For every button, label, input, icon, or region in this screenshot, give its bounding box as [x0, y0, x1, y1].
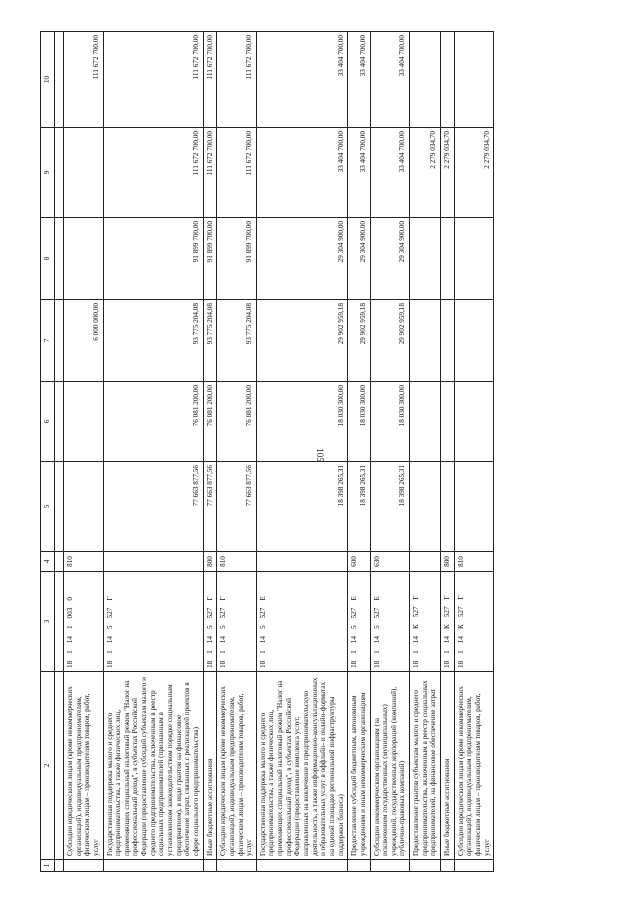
header-cell: 1 — [41, 860, 55, 872]
amount-cell-v6: 18 030 300,00 — [256, 382, 347, 462]
description-cell: Государственная поддержка малого и среднего предпринимательства, а также физических лиц, применяющих специальный налоговый режим "Налог на профессиональный доход", в субъектах Российской Федерации (предоставление комплекса услуг, направленных на вовлечение в предпринимательскую деятельность, а также информационно-консультационных и образовательных услуг в оффлайн- и онлайн-форматах на единой площадке региональной инфраструктуры поддержки бизнеса) — [256, 672, 347, 860]
budget-code-cell — [64, 572, 104, 672]
expense-type-cell: 630 — [370, 552, 410, 572]
description-cell: Субсидии юридическим лицам (кроме некоммерческих организаций), индивидуальным предпринимателям, физическим лицам – производителям товаров, работ, услуг — [217, 672, 257, 860]
description-cell: Субсидии юридическим лицам (кроме некоммерческих организаций), индивидуальным предпринимателям, физическим лицам – производителям товаров, работ, услуг — [454, 672, 494, 860]
budget-code-part: 1 — [258, 650, 267, 654]
table-row — [256, 32, 347, 872]
amount-cell-v8: 29 304 900,00 — [348, 218, 370, 300]
amount-cell-v9: 2 279 034,70 — [440, 128, 454, 218]
budget-code-cell — [203, 572, 217, 672]
budget-code-part: 18 — [442, 660, 451, 668]
amount-cell-v5: 18 398 265,31 — [348, 462, 370, 552]
budget-code-part: 1 — [456, 650, 465, 654]
description-cell: Государственная поддержка малого и среднего предпринимательства, а также физических лиц, применяющих специальный налоговый режим "Налог на профессиональный доход", в субъектах Российской Федерации (предоставление субсидий субъектам малого и среднего предпринимательства, включенным в реестр социальных предпринимателей (признанным в установленном законодательством порядке социальным предприятием), в виде грантов на финансовое обеспечение затрат, связанных с реализацией проектов в сфере социального предпринимательства) — [103, 672, 203, 860]
budget-code-part: Г — [105, 596, 114, 601]
spacer-cell — [55, 552, 64, 572]
row-index-cell — [256, 860, 347, 872]
spacer-cell — [55, 128, 64, 218]
table-row — [370, 32, 410, 872]
budget-code-part: 18 — [105, 660, 114, 668]
row-index-cell — [217, 860, 257, 872]
amount-cell-v9: 111 672 700,00 — [103, 128, 203, 218]
amount-cell-v10: 111 672 700,00 — [64, 32, 104, 128]
budget-code-part: 14 — [205, 636, 214, 644]
amount-cell-v6 — [440, 382, 454, 462]
description-cell: Предоставление грантов субъектам малого и среднего предпринимательства, включенным в реестр социальных предпринимателей, на финансовое обеспечение затрат — [410, 672, 441, 860]
budget-code-part: 527 — [205, 607, 214, 619]
amount-cell-v7 — [440, 300, 454, 382]
table-row — [454, 32, 494, 872]
header-cell: 9 — [41, 128, 55, 218]
budget-code-part: 18 — [66, 660, 74, 668]
amount-cell-v5: 77 663 877,56 — [203, 462, 217, 552]
budget-code-part: Е — [372, 596, 381, 601]
amount-cell-v5: 18 398 265,31 — [256, 462, 347, 552]
budget-table-body — [41, 32, 494, 872]
budget-code-part: 1 — [105, 650, 114, 654]
amount-cell-v10: 111 672 700,00 — [203, 32, 217, 128]
budget-code-cell — [370, 572, 410, 672]
budget-code-part: 1 — [412, 650, 421, 654]
budget-code-part: Г — [456, 595, 465, 600]
amount-cell-v10 — [410, 32, 441, 128]
budget-table — [40, 31, 494, 872]
amount-cell-v8: 91 899 700,00 — [103, 218, 203, 300]
budget-code-part: 14 — [412, 636, 421, 644]
budget-code-cell — [410, 572, 441, 672]
budget-code-part: 527 — [412, 606, 421, 618]
amount-cell-v5 — [440, 462, 454, 552]
row-index-cell — [103, 860, 203, 872]
amount-cell-v8 — [64, 218, 104, 300]
budget-code-part: Е — [258, 596, 267, 601]
budget-code-part: 527 — [442, 606, 451, 618]
amount-cell-v7: 93 775 204,08 — [217, 300, 257, 382]
budget-code-part: 18 — [219, 660, 228, 668]
budget-code-part: К — [456, 624, 465, 630]
amount-cell-v9: 33 404 700,00 — [370, 128, 410, 218]
budget-code-part: 5 — [219, 625, 228, 630]
budget-code-part: 1 — [372, 650, 381, 654]
description-cell: Иные бюджетные ассигнования — [440, 672, 454, 860]
amount-cell-v9: 33 404 700,00 — [256, 128, 347, 218]
amount-cell-v8: 29 304 900,00 — [370, 218, 410, 300]
row-index-cell — [440, 860, 454, 872]
amount-cell-v6: 18 030 300,00 — [348, 382, 370, 462]
row-index-cell — [64, 860, 104, 872]
budget-code-part: Г — [205, 596, 214, 601]
budget-code-part: 5 — [205, 625, 214, 630]
amount-cell-v5 — [410, 462, 441, 552]
table-row — [64, 32, 104, 872]
amount-cell-v8: 91 899 700,00 — [203, 218, 217, 300]
budget-code-part: 1 — [205, 650, 214, 654]
spacer-cell — [55, 382, 64, 462]
amount-cell-v9: 2 279 034,70 — [410, 128, 441, 218]
amount-cell-v7: 93 775 204,08 — [103, 300, 203, 382]
expense-type-cell: 800 — [203, 552, 217, 572]
budget-code-part: 18 — [258, 660, 267, 668]
amount-cell-v10 — [440, 32, 454, 128]
spacer-cell — [55, 32, 64, 128]
table-row — [348, 32, 370, 872]
budget-code-part: 5 — [105, 625, 114, 630]
budget-code-part: 18 — [350, 660, 359, 668]
row-index-cell — [410, 860, 441, 872]
amount-cell-v6 — [64, 382, 104, 462]
amount-cell-v7: 29 902 959,18 — [348, 300, 370, 382]
amount-cell-v8: 29 304 900,00 — [256, 218, 347, 300]
budget-code-part: 1 — [442, 650, 451, 654]
budget-code-part: 527 — [350, 607, 359, 619]
expense-type-cell — [103, 552, 203, 572]
budget-code-part: 1 — [66, 650, 74, 654]
description-cell: Иные бюджетные ассигнования — [203, 672, 217, 860]
header-cell: 8 — [41, 218, 55, 300]
budget-code-cell — [348, 572, 370, 672]
budget-code-part: 527 — [258, 607, 267, 619]
amount-cell-v7: 93 775 204,08 — [203, 300, 217, 382]
budget-code-part: Е — [350, 596, 359, 601]
budget-code-part: 14 — [456, 636, 465, 644]
amount-cell-v7: 6 000 000,00 — [64, 300, 104, 382]
table-row — [410, 32, 441, 872]
amount-cell-v6 — [454, 382, 494, 462]
budget-code-part: 18 — [205, 660, 214, 668]
amount-cell-v10: 33 404 700,00 — [348, 32, 370, 128]
amount-cell-v7 — [410, 300, 441, 382]
budget-code-part: 14 — [105, 636, 114, 644]
spacer-cell — [55, 218, 64, 300]
table-row — [203, 32, 217, 872]
amount-cell-v9: 111 672 700,00 — [203, 128, 217, 218]
amount-cell-v9 — [64, 128, 104, 218]
budget-code-part: 5 — [372, 625, 381, 630]
spacer-cell — [55, 462, 64, 552]
amount-cell-v5: 18 398 265,31 — [370, 462, 410, 552]
budget-code-part: К — [412, 624, 421, 630]
budget-code-part: 1 — [66, 625, 74, 630]
header-cell: 10 — [41, 32, 55, 128]
expense-type-cell: 810 — [217, 552, 257, 572]
amount-cell-v9: 2 279 034,70 — [454, 128, 494, 218]
amount-cell-v5: 77 663 877,56 — [103, 462, 203, 552]
budget-code-part: 14 — [372, 636, 381, 644]
budget-code-part: 1 — [219, 650, 228, 654]
amount-cell-v9: 111 672 700,00 — [217, 128, 257, 218]
expense-type-cell: 810 — [454, 552, 494, 572]
amount-cell-v5 — [64, 462, 104, 552]
amount-cell-v6: 76 081 200,00 — [203, 382, 217, 462]
amount-cell-v8 — [410, 218, 441, 300]
budget-code-part: Г — [412, 595, 421, 600]
row-index-cell — [370, 860, 410, 872]
budget-code-part: 18 — [372, 660, 381, 668]
amount-cell-v10 — [454, 32, 494, 128]
description-cell: Субсидии некоммерческим организациям (за исключением государственных (муниципальных) учреждений, государственных корпораций (компаний), публично-правовых компаний) — [370, 672, 410, 860]
budget-code-part: 1 — [350, 650, 359, 654]
budget-code-cell — [217, 572, 257, 672]
amount-cell-v7: 29 902 959,18 — [370, 300, 410, 382]
budget-code-part: 5 — [350, 625, 359, 630]
amount-cell-v8 — [454, 218, 494, 300]
expense-type-cell — [410, 552, 441, 572]
spacer-cell — [55, 300, 64, 382]
table-row — [103, 32, 203, 872]
budget-code-cell — [454, 572, 494, 672]
amount-cell-v10: 33 404 700,00 — [256, 32, 347, 128]
table-row — [217, 32, 257, 872]
description-cell: Предоставление субсидий бюджетным, автономным учреждениям и иным некоммерческим организациям — [348, 672, 370, 860]
amount-cell-v7: 29 902 959,18 — [256, 300, 347, 382]
amount-cell-v6: 18 030 300,00 — [370, 382, 410, 462]
amount-cell-v10: 111 672 700,00 — [217, 32, 257, 128]
amount-cell-v5 — [454, 462, 494, 552]
budget-code-part: 5 — [258, 625, 267, 630]
spacer-cell — [55, 672, 64, 860]
header-cell: 7 — [41, 300, 55, 382]
budget-code-part: 14 — [66, 636, 74, 644]
budget-code-part: 527 — [105, 607, 114, 619]
budget-code-part: 18 — [412, 660, 421, 668]
row-index-cell — [203, 860, 217, 872]
budget-code-part: Г — [442, 595, 451, 600]
budget-code-cell — [440, 572, 454, 672]
budget-code-part: Г — [219, 596, 228, 601]
amount-cell-v9: 33 404 700,00 — [348, 128, 370, 218]
amount-cell-v10: 111 672 700,00 — [103, 32, 203, 128]
header-row — [41, 32, 55, 872]
row-index-cell — [454, 860, 494, 872]
amount-cell-v6 — [410, 382, 441, 462]
amount-cell-v8: 91 899 700,00 — [217, 218, 257, 300]
header-cell: 5 — [41, 462, 55, 552]
amount-cell-v10: 33 404 700,00 — [370, 32, 410, 128]
amount-cell-v5: 77 663 877,56 — [217, 462, 257, 552]
spacer-cell — [55, 860, 64, 872]
description-cell: Субсидии юридическим лицам (кроме некоммерческих организаций), индивидуальным предпринимателям, физическим лицам – производителям товаров, работ, услуг — [64, 672, 104, 860]
expense-type-cell — [256, 552, 347, 572]
header-cell: 2 — [41, 672, 55, 860]
budget-code-part: 003 — [66, 607, 74, 619]
budget-code-cell — [256, 572, 347, 672]
budget-code-part: 527 — [456, 606, 465, 618]
expense-type-cell: 600 — [348, 552, 370, 572]
expense-type-cell: 800 — [440, 552, 454, 572]
amount-cell-v6: 76 081 200,00 — [103, 382, 203, 462]
header-cell: 3 — [41, 572, 55, 672]
amount-cell-v7 — [454, 300, 494, 382]
budget-code-part: 14 — [219, 636, 228, 644]
budget-code-cell — [103, 572, 203, 672]
table-row — [440, 32, 454, 872]
header-cell: 6 — [41, 382, 55, 462]
budget-code-part: 527 — [219, 607, 228, 619]
spacer-cell — [55, 572, 64, 672]
amount-cell-v6: 76 081 200,00 — [217, 382, 257, 462]
budget-code-part: 18 — [456, 660, 465, 668]
expense-type-cell: 810 — [64, 552, 104, 572]
budget-code-part: 0 — [66, 597, 74, 601]
budget-code-part: 14 — [442, 636, 451, 644]
budget-code-part: 14 — [350, 636, 359, 644]
budget-code-part: 14 — [258, 636, 267, 644]
rotated-table-container — [40, 32, 580, 872]
page-number: 105 — [315, 448, 325, 462]
header-cell: 4 — [41, 552, 55, 572]
budget-code-part: 527 — [372, 607, 381, 619]
row-index-cell — [348, 860, 370, 872]
spacer-row — [55, 32, 64, 872]
amount-cell-v8 — [440, 218, 454, 300]
budget-code-part: К — [442, 624, 451, 630]
